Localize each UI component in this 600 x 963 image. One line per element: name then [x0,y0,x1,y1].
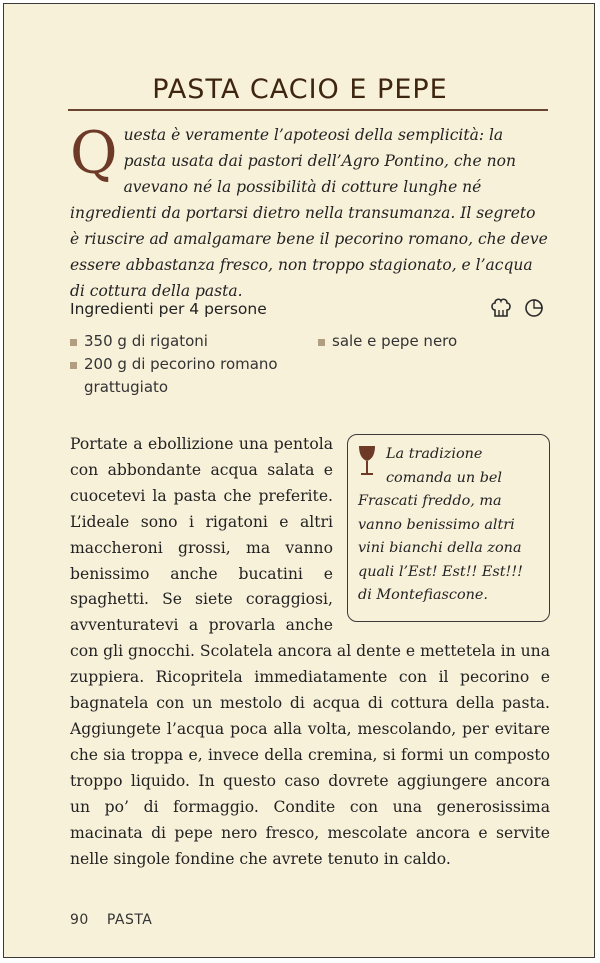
book-page [3,3,595,958]
wine-pairing-text: La tradizione comanda un bel Frascati freddo, ma vanno benissimo altri vini bianchi della zona quali l’Est! Est!! Est!!! di Montefiascone. [358,446,523,603]
intro-text: uesta è veramente l’apoteosi della semplicità: la pasta usata dai pastori dell’Agro Pontino, che non avevano né la possibilità di cotture lunghe né ingredienti da portarsi dietro nella transumanza. Il segreto è riuscire ad amalgamare bene il pecorino romano, che deve essere abbastanza fresco, non troppo stagionato, e l’acqua di cottura della pasta. [70,126,548,300]
bullet [318,339,325,346]
clock-icon [524,298,544,318]
wine-pairing-box [347,434,550,622]
ingredients-column-1 [70,330,290,399]
wine-glass-icon [358,445,376,477]
ingredients-icons [490,298,544,318]
title-rule [68,109,548,111]
bullet [70,339,77,346]
bullet [70,362,77,369]
method-text-block [70,432,550,872]
page-footer [70,912,152,928]
ingredients-column-2 [318,330,538,353]
chef-hat-icon [490,298,512,318]
ingredients-heading: Ingredienti per 4 persone [70,300,267,318]
page-number: 90 [70,912,89,928]
ingredient-item: 350 g di rigatoni [70,330,290,353]
section-name: PASTA [106,912,153,928]
ingredient-item: 200 g di pecorino romano grattugiato [70,353,290,399]
intro-paragraph [70,119,548,304]
recipe-title: PASTA CACIO E PEPE [152,74,448,105]
method-text: Portate a ebollizione una pentola con abbondante acqua salata e cuocetevi la pasta che preferite. L’ideale sono i rigatoni e altri maccheroni grossi, ma vanno benissimo anche bucatini e spaghetti. Se siete coraggiosi, avventuratevi a provarla anche con gli gnocchi. Scolatela ancora al dente e mettetela in una zuppiera. Ricopritela immediatamente con il pecorino e bagnatela con un mestolo di acqua di cottura della pasta. Aggiungete l’acqua poca alla volta, mescolando, per evitare che sia troppa e, invece della cremina, si formi un composto troppo liquido. In questo caso dovrete aggiungere ancora un po’ di formaggio. Condite con una generosissima macinata di pepe nero fresco, mescolate ancora e servite nelle singole fondine che avrete tenuto in caldo. [70,435,550,868]
ingredient-item: sale e pepe nero [318,330,538,353]
drop-cap: Q [70,119,118,187]
